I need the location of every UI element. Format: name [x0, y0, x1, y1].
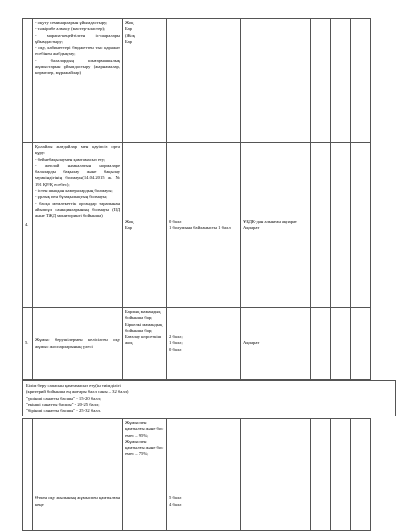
score-cell [167, 308, 241, 380]
row-number-cell [23, 419, 33, 531]
indicator-line: Жұмыс берушілермен келісілген оқу жұмыс жоспарларының үлесі [35, 337, 120, 349]
score-cell [167, 143, 241, 308]
source-cell [241, 19, 311, 143]
criteria-table-top [22, 18, 371, 380]
indicator-line: - балалардың шығармашылық жұмыстарын ұйымдастыру (жарнамалар, көрмелер, мұражайлар) [35, 57, 120, 76]
source-line: Ақпарат [243, 225, 260, 230]
indicator-line: - тәжірибе алмасу (мастер-кластер); [35, 26, 106, 32]
indicator-line: - басқа мемлекеттік органдар тарапынан айыппұл санкцияларының болмауы (ІІД және ТЖД мониторингі бойынша) [35, 200, 120, 219]
value-line: Бар [125, 38, 132, 44]
value-line: (Жоқ [125, 32, 135, 38]
table-row [23, 419, 371, 531]
summary-line: "екінші санатты басшы" - 20-25 балл; [26, 401, 100, 407]
summary-line: "үшінші санатты басшы" - 15-20 балл; [26, 395, 102, 401]
indicator-line: Қолайлы жағдайлар мен қауіпсіз орта құру: [35, 144, 120, 156]
value-line: Бағалау көрсеткіш жоқ [125, 334, 162, 346]
value-line: Барлық мамандық бойынша бар; [125, 309, 161, 321]
indicator-line: - oқyту семинарларын ұйымдастыру; [35, 20, 108, 25]
score-line: 1 болумына байланысты 1 балл [169, 225, 231, 230]
criteria-table-bottom [22, 418, 371, 531]
empty-cell [331, 19, 351, 143]
score-cell [167, 419, 241, 531]
score-line: 4 балл [169, 501, 182, 507]
value-line: Жоқ [125, 218, 134, 224]
value-line: Бар [125, 26, 132, 32]
indicator-cell [33, 308, 123, 380]
source-line: ҰБДК-дан алынған ақпарат [243, 218, 297, 224]
indicator-line: - оқу, кабинеттері бюджеттен тыс қаражат есебінен жабдықтау; [35, 45, 120, 57]
values-cell [123, 419, 167, 531]
empty-cell [311, 308, 331, 380]
indicator-line: - бейнебақылаумен қамтамасыз ету; [35, 156, 106, 162]
indicator-line: - жеплай нәмкалатын нормаларе балаларды бақылау және бақылау мүмкіндігінің болмауы(14.04.2015 ж. № 191 ҚР/Қ есебес); [35, 162, 120, 187]
empty-cell [311, 19, 331, 143]
row-number-cell: 4. [23, 143, 33, 308]
score-cell [167, 19, 241, 143]
indicator-cell [33, 19, 123, 143]
summary-line: "бірінші санатты басшы" - 25-32 балл. [26, 408, 102, 414]
empty-cell [331, 308, 351, 380]
summary-line: (критерий бойынша ең жоғары балл саны – 32 балл) [26, 389, 129, 395]
values-cell [123, 143, 167, 308]
table-row [23, 143, 371, 308]
score-line: 5 балл [169, 495, 182, 501]
indicator-line: - марапа-кеңейтілген іс-шаралары ұйымдастыру; [35, 32, 120, 44]
indicator-line: Өткен оқу жылының жұмыспен қамтылған кеңе [35, 495, 120, 507]
empty-cell [331, 419, 351, 531]
table-row [23, 308, 371, 380]
indicator-cell [33, 143, 123, 308]
row-number-cell [23, 19, 33, 143]
source-cell [241, 419, 311, 531]
empty-cell [351, 19, 371, 143]
empty-cell [331, 143, 351, 308]
empty-cell [351, 308, 371, 380]
score-line: 0 балл [169, 346, 182, 352]
score-line: 1 балл; [169, 340, 183, 346]
row-number-cell: 5. [23, 308, 33, 380]
values-cell [123, 308, 167, 380]
values-cell [123, 19, 167, 143]
table-row [23, 19, 371, 143]
empty-cell [311, 143, 331, 308]
empty-cell [311, 419, 331, 531]
indicator-cell [33, 419, 123, 531]
value-line: Жұмыспен қамтылғы және бос емес – 95%; [125, 420, 164, 438]
value-line: Бар [125, 225, 132, 230]
source-cell [241, 308, 311, 380]
criterion-summary [22, 380, 396, 416]
score-line: 2 балл; [169, 334, 183, 340]
indicator-line: - істен шыққан камералардың болмауы; [35, 188, 113, 194]
empty-cell [351, 419, 371, 531]
value-line: Жоқ [125, 20, 134, 25]
value-line: Біркелкі мамандық бойынша бар; [125, 321, 163, 333]
source-line: Ақпарат [243, 340, 260, 346]
score-line: 0 балл [169, 218, 182, 224]
value-line: Жұмыспен қамтылғы және бос емес – 75%; [125, 438, 164, 457]
source-cell [241, 143, 311, 308]
indicator-line: - ұрлық пен бұзақылықтың болмауы; [35, 194, 108, 200]
summary-line: Білім беру сапасын қамтамасыз ету(ін тиімділігі [26, 383, 121, 388]
empty-cell [351, 143, 371, 308]
